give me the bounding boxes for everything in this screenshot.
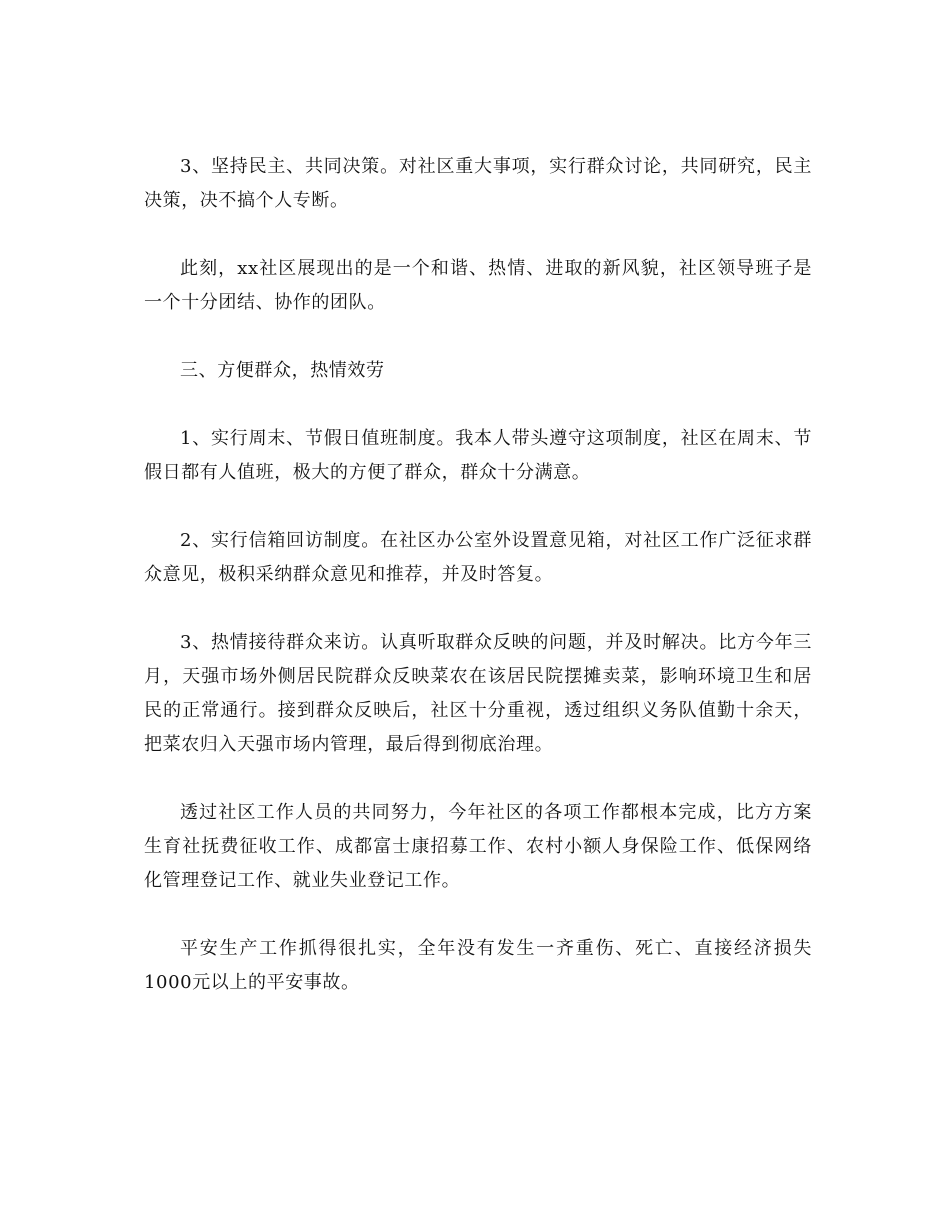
section-heading-serve-public: 三、方便群众，热情效劳 xyxy=(180,360,385,381)
paragraph-visitor-reception: 3、热情接待群众来访。认真听取群众反映的问题，并及时解决。比方今年三月，天强市场外侧居民院群众反映菜农在该居民院摆摊卖菜，影响环境卫生和居民的正常通行。接到群众反映后，社区十分重视，透过组织义务队值勤十余天，把菜农归入天强市场内管理，最后得到彻底治理。 xyxy=(144,632,812,755)
paragraph-mailbox-followup: 2、实行信箱回访制度。在社区办公室外设置意见箱，对社区工作广泛征求群众意见，极积采纳群众意见和推荐，并及时答复。 xyxy=(144,530,812,585)
paragraph-holiday-duty: 1、实行周末、节假日值班制度。我本人带头遵守这项制度，社区在周末、节假日都有人值班，极大的方便了群众，群众十分满意。 xyxy=(144,428,812,483)
paragraph-community-style: 此刻，xx社区展现出的是一个和谐、热情、进取的新风貌，社区领导班子是一个十分团结、协作的团队。 xyxy=(144,258,812,313)
paragraph-decision-making: 3、坚持民主、共同决策。对社区重大事项，实行群众讨论，共同研究，民主决策，决不搞个人专断。 xyxy=(144,156,812,211)
document-body xyxy=(144,150,812,1000)
paragraph-safety-production: 平安生产工作抓得很扎实，全年没有发生一齐重伤、死亡、直接经济损失1000元以上的平安事故。 xyxy=(144,938,812,993)
paragraph-work-achievements: 透过社区工作人员的共同努力，今年社区的各项工作都根本完成，比方方案生育社抚费征收工作、成都富士康招募工作、农村小额人身保险工作、低保网络化管理登记工作、就业失业登记工作。 xyxy=(144,802,812,891)
